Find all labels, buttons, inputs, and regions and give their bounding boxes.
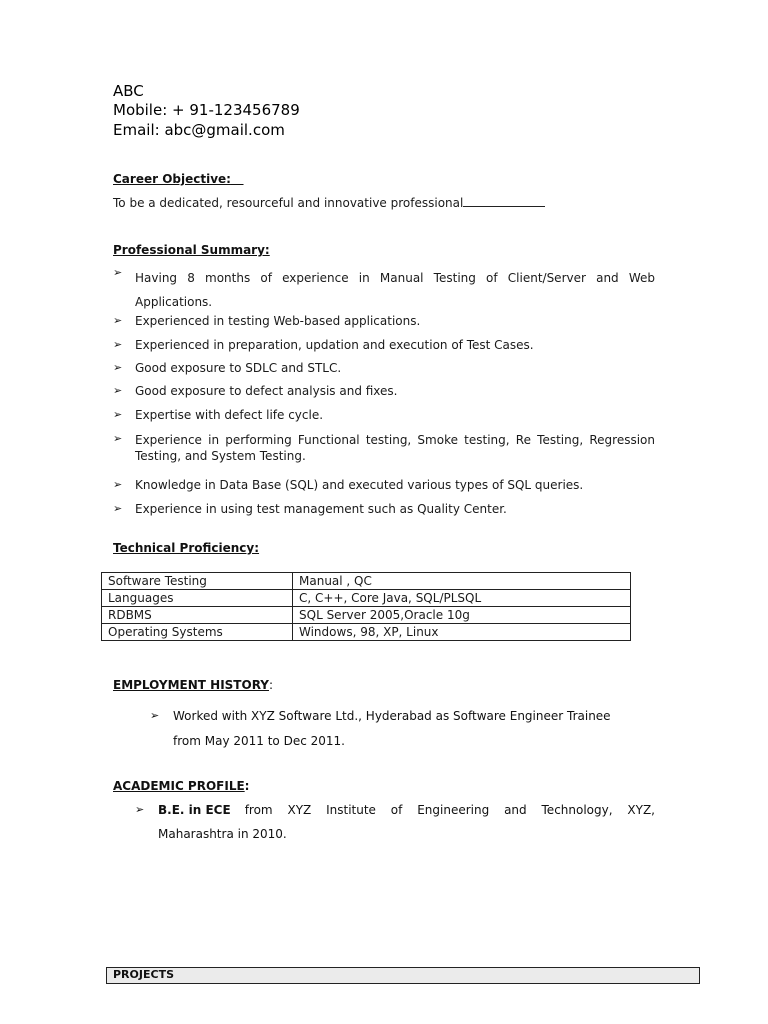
arrow-bullet-icon: ➢ bbox=[113, 408, 123, 421]
employment-line-1: Worked with XYZ Software Ltd., Hyderabad as Software Engineer Trainee bbox=[173, 709, 611, 723]
academic-profile-title: ACADEMIC PROFILE bbox=[113, 779, 245, 793]
arrow-bullet-icon: ➢ bbox=[113, 502, 123, 515]
mobile-line: Mobile: + 91-123456789 bbox=[113, 101, 300, 119]
table-row bbox=[102, 624, 631, 641]
arrow-bullet-icon: ➢ bbox=[113, 384, 123, 397]
employment-history-title: EMPLOYMENT HISTORY bbox=[113, 678, 269, 692]
arrow-bullet-icon: ➢ bbox=[113, 361, 123, 374]
table-cell-value: SQL Server 2005,Oracle 10g bbox=[293, 607, 631, 624]
table-cell-skill: Languages bbox=[102, 590, 293, 607]
table-cell-value: Manual , QC bbox=[293, 573, 631, 590]
table-cell-skill: RDBMS bbox=[102, 607, 293, 624]
technical-proficiency-title: Technical Proficiency: bbox=[113, 541, 260, 555]
arrow-bullet-icon: ➢ bbox=[150, 709, 160, 722]
technical-proficiency-table bbox=[101, 572, 631, 641]
degree-label: B.E. in ECE bbox=[158, 803, 231, 817]
arrow-bullet-icon: ➢ bbox=[113, 266, 123, 279]
career-objective-title: Career Objective: bbox=[113, 172, 231, 186]
academic-line-1: B.E. in ECE from XYZ Institute of Engineering and Technology, XYZ, bbox=[158, 803, 655, 817]
table-row bbox=[102, 573, 631, 590]
arrow-bullet-icon: ➢ bbox=[113, 478, 123, 491]
arrow-bullet-icon: ➢ bbox=[113, 338, 123, 351]
projects-section-bar: PROJECTS bbox=[106, 967, 700, 984]
list-item: ➢ Experience in performing Functional testing, Smoke testing, Re Testing, Regression Testing, and System Testing. bbox=[113, 432, 655, 463]
table-row bbox=[102, 590, 631, 607]
academic-line-2: Maharashtra in 2010. bbox=[158, 827, 287, 841]
table-cell-value: C, C++, Core Java, SQL/PLSQL bbox=[293, 590, 631, 607]
employment-line-2: from May 2011 to Dec 2011. bbox=[173, 734, 345, 748]
career-objective-text: To be a dedicated, resourceful and innovative professional bbox=[113, 196, 545, 210]
professional-summary-title: Professional Summary: bbox=[113, 243, 270, 257]
candidate-name: ABC bbox=[113, 82, 144, 100]
table-cell-value: Windows, 98, XP, Linux bbox=[293, 624, 631, 641]
fill-in-blank-line bbox=[463, 196, 545, 207]
table-cell-skill: Software Testing bbox=[102, 573, 293, 590]
table-row bbox=[102, 607, 631, 624]
list-item: ➢ Having 8 months of experience in Manual Testing of Client/Server and Web Applications. bbox=[113, 266, 655, 309]
email-line: Email: abc@gmail.com bbox=[113, 121, 285, 139]
arrow-bullet-icon: ➢ bbox=[135, 803, 145, 816]
arrow-bullet-icon: ➢ bbox=[113, 432, 123, 445]
academic-profile-heading: ACADEMIC PROFILE: bbox=[113, 779, 250, 793]
table-cell-skill: Operating Systems bbox=[102, 624, 293, 641]
employment-history-heading: EMPLOYMENT HISTORY: bbox=[113, 678, 274, 692]
arrow-bullet-icon: ➢ bbox=[113, 314, 123, 327]
resume-page: ABC Mobile: + 91-123456789 Email: abc@gmail.com Career Objective: To be a dedicated, resourceful and innovative professional Professional Summary: ➢ Having 8 months of experience in Manual Testing of Client/Server and Web Applications. ➢ Experienced in testing Web-based applications. ➢ Experienced in preparation, updation and execution of Test Cases. ➢ Good exposure to SDLC and STLC. ➢ Good exposure to defect analysis and fixes. ➢ Expertise with defect life cycle. ➢ Experience in performing Functional testing, Smoke testing, Re Testing, Regression Testing, and System Testing. ➢ Knowledge in Data Base (SQL) and executed various types of SQL queries. ➢ Experience in using test management such as Quality Center. Technical Proficiency: Software Testing Manual , QC Languages C, C++, Core Java, SQL/PLSQL RDBMS SQL Server 2005,Oracle 10g Operating Systems Windows, 98, XP, Linux EMPLOYMENT HISTORY: ➢ Worked with XYZ Software Ltd., Hyderabad as Software Engineer Trainee from May 2011 to Dec 2011. ACADEMIC PROFILE: ➢ B.E. in ECE from XYZ Institute of Engineering and Technology, XYZ, Maharashtra in 2010. PROJECTS bbox=[0, 0, 768, 1024]
